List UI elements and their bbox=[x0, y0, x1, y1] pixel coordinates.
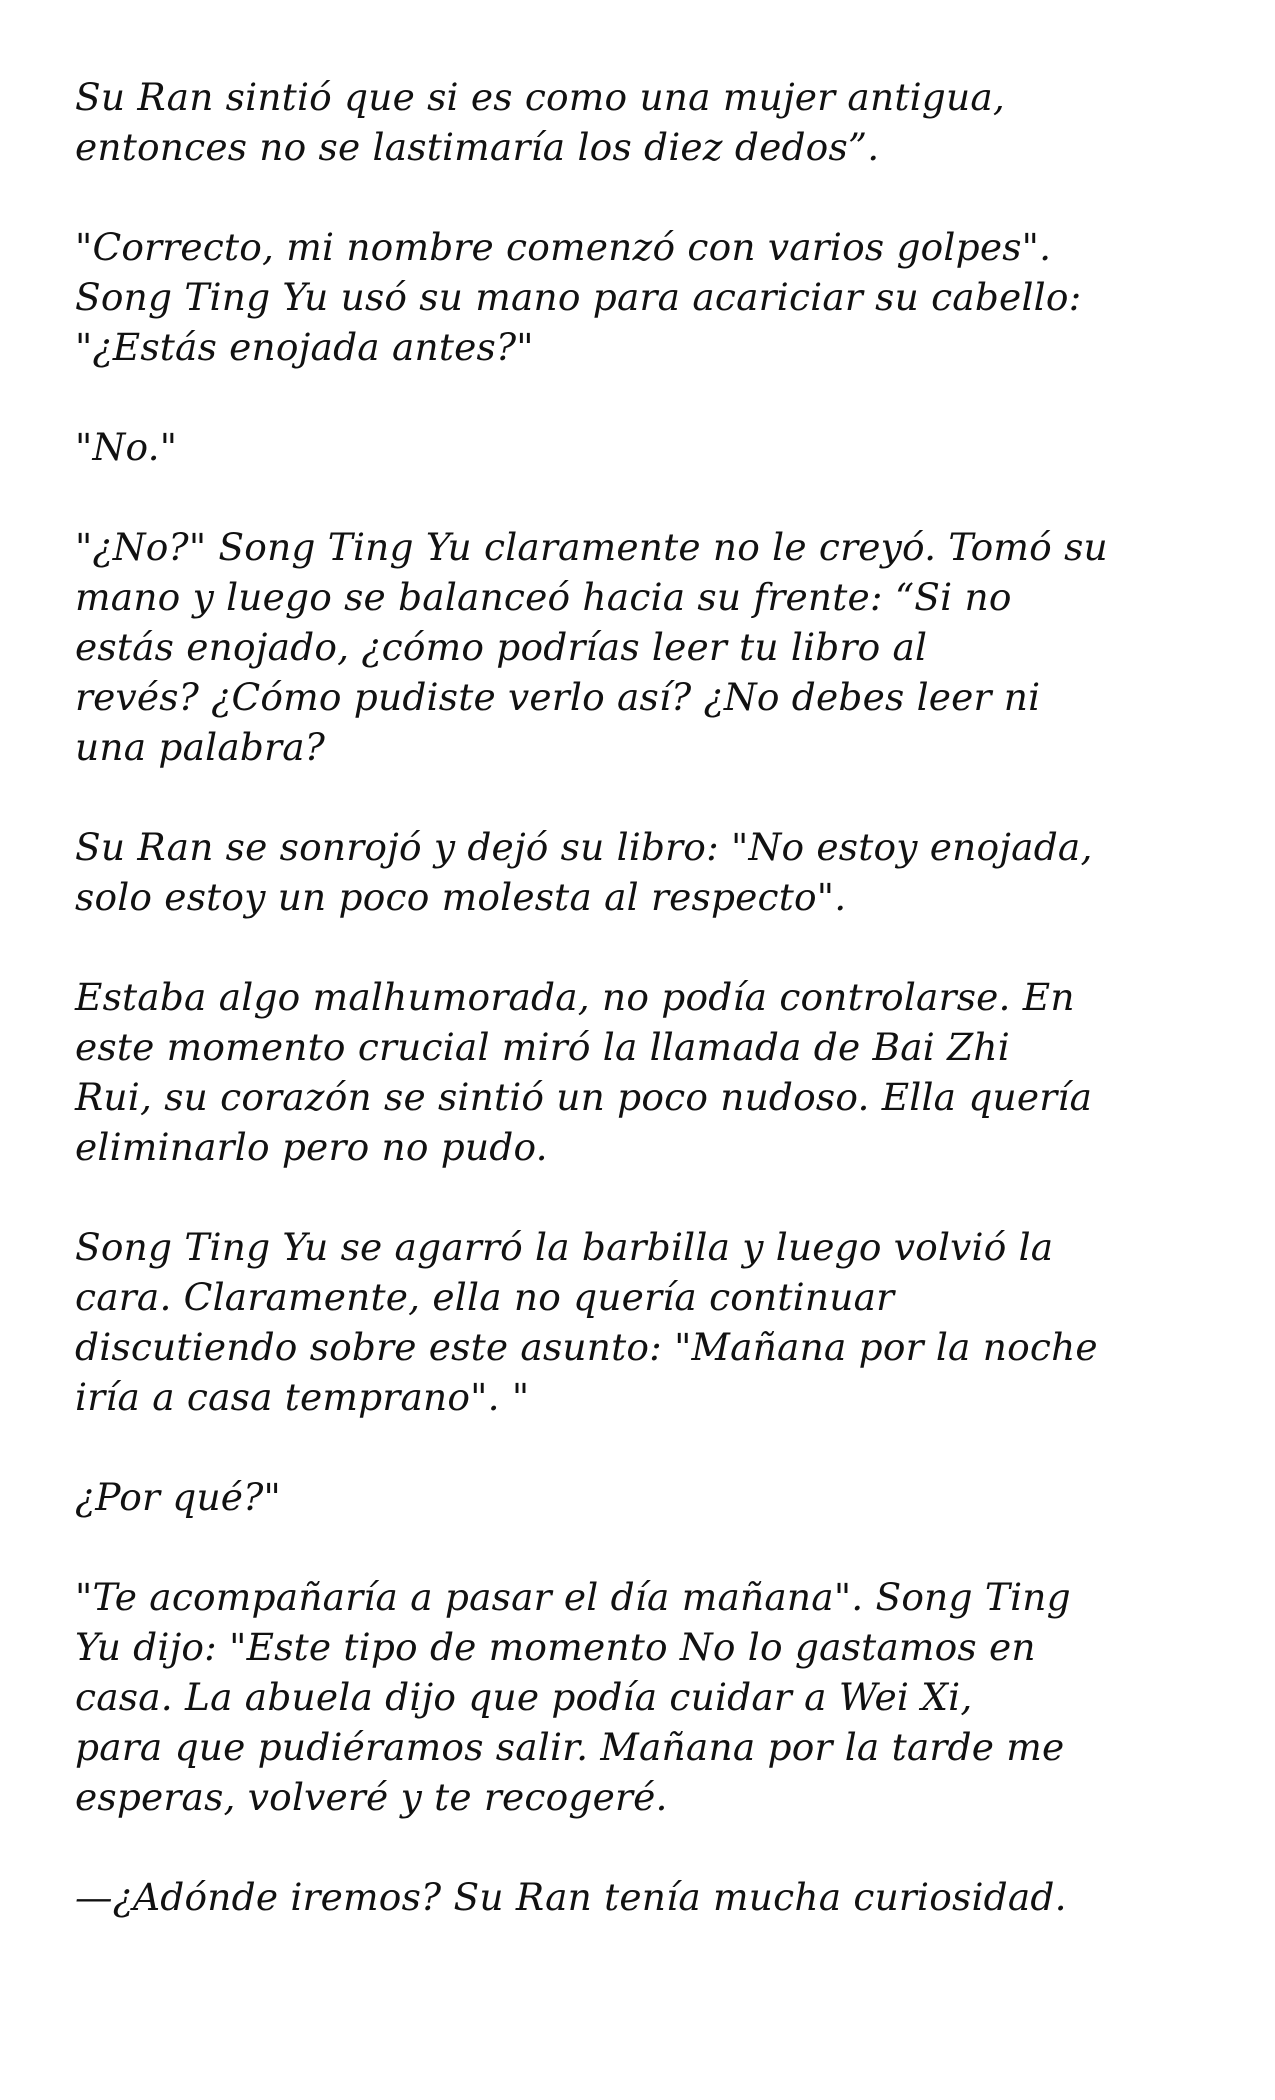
paragraph-3: "No." bbox=[75, 425, 178, 469]
paragraph-5: Su Ran se sonrojó y dejó su libro: "No estoy enojada, solo estoy un poco molesta al respecto". bbox=[75, 825, 1093, 919]
paragraph-7: Song Ting Yu se agarró la barbilla y luego volvió la cara. Claramente, ella no quería continuar discutiendo sobre este asunto: "Mañana por la noche iría a casa temprano". " bbox=[75, 1225, 1098, 1419]
paragraph-10: —¿Adónde iremos? Su Ran tenía mucha curiosidad. bbox=[75, 1875, 1067, 1919]
paragraph-2: "Correcto, mi nombre comenzó con varios golpes". Song Ting Yu usó su mano para acariciar su cabello: "¿Estás enojada antes?" bbox=[75, 225, 1082, 369]
document-page bbox=[75, 72, 1225, 1972]
paragraph-4: "¿No?" Song Ting Yu claramente no le creyó. Tomó su mano y luego se balanceó hacia su frente: “Si no estás enojado, ¿cómo podrías leer tu libro al revés? ¿Cómo pudiste verlo así? ¿No debes leer ni una palabra? bbox=[75, 525, 1108, 769]
paragraph-8: ¿Por qué?" bbox=[75, 1475, 281, 1519]
paragraph-6: Estaba algo malhumorada, no podía controlarse. En este momento crucial miró la llamada de Bai Zhi Rui, su corazón se sintió un poco nudoso. Ella quería eliminarlo pero no pudo. bbox=[75, 975, 1093, 1169]
paragraph-1: Su Ran sintió que si es como una mujer antigua, entonces no se lastimaría los diez dedos”. bbox=[75, 75, 1006, 169]
paragraph-9: "Te acompañaría a pasar el día mañana". Song Ting Yu dijo: "Este tipo de momento No lo gastamos en casa. La abuela dijo que podía cuidar a Wei Xi, para que pudiéramos salir. Mañana por la tarde me esperas, volveré y te recogeré. bbox=[75, 1575, 1071, 1819]
